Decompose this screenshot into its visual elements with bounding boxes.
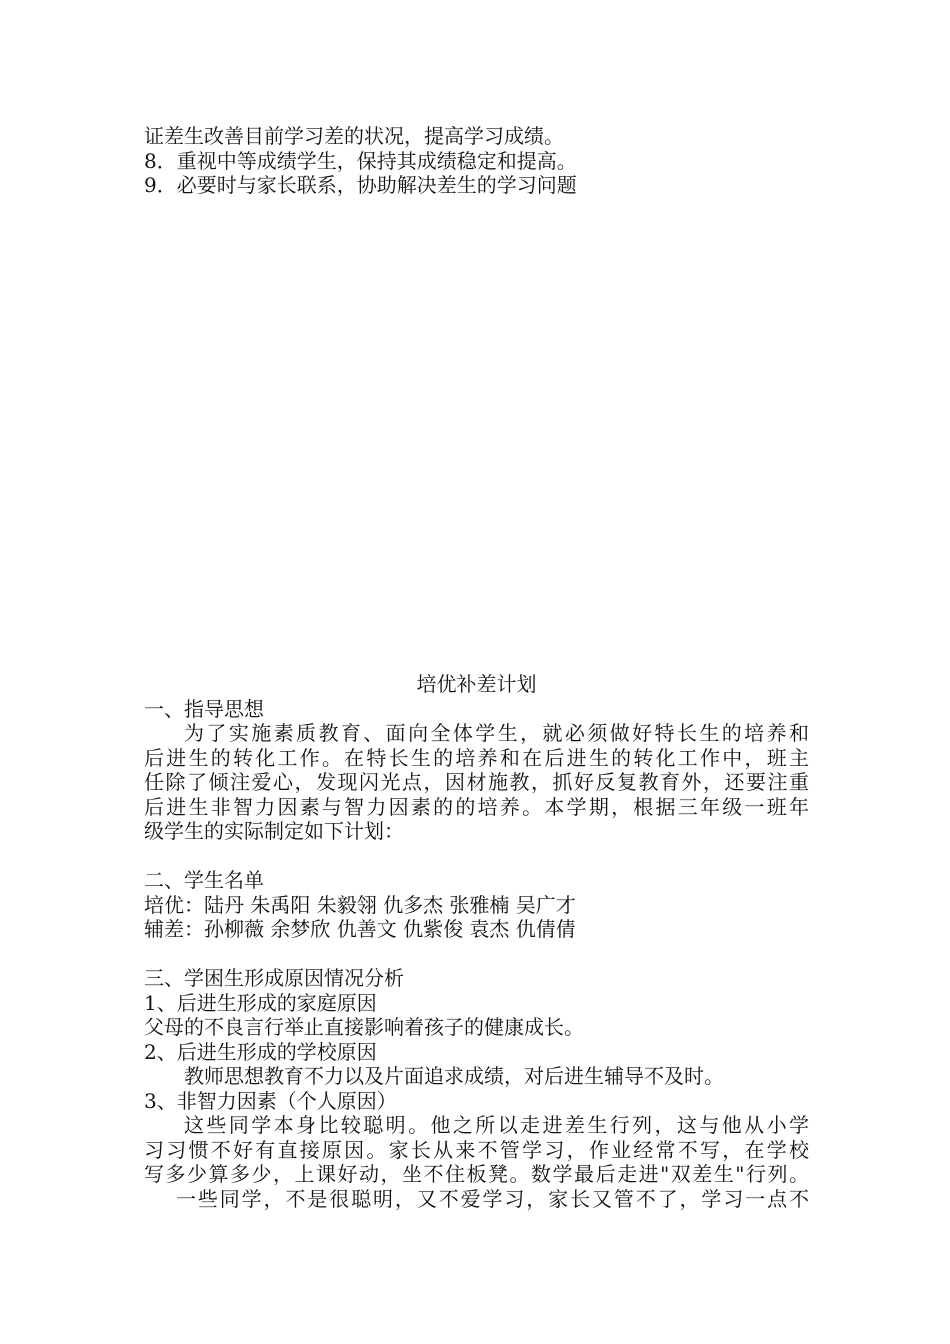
blank-line <box>144 942 809 967</box>
support-students-list: 辅差：孙柳薇 余梦欣 仇善文 仇紫俊 袁杰 仇倩倩 <box>144 917 576 941</box>
paragraph-line: 这些同学本身比较聪明。他之所以走进差生行列，这与他从小学 <box>184 1113 809 1137</box>
section-heading-guiding-thought: 一、指导思想 <box>144 696 264 721</box>
section-heading-cause-analysis: 三、学困生形成原因情况分析 <box>144 966 404 990</box>
plan-section <box>144 672 809 1211</box>
paragraph-line: 后进生的转化工作。在特长生的培养和在后进生的转化工作中，班主 <box>144 745 809 770</box>
document-title: 培优补差计划 <box>416 672 537 696</box>
continuation-line: 证差生改善目前学习差的状况，提高学习成绩。 <box>144 124 564 148</box>
top-students-list: 培优：陆丹 朱禹阳 朱毅翎 仇多杰 张雅楠 吴广才 <box>144 892 576 917</box>
subheading-school-cause: 2、后进生形成的学校原因 <box>144 1039 377 1064</box>
subheading-family-cause: 1、后进生形成的家庭原因 <box>144 990 377 1015</box>
list-item-9: 9．必要时与家长联系，协助解决差生的学习问题 <box>144 173 577 197</box>
paragraph-line: 写多少算多少，上课好动，坐不住板凳。数学最后走进"双差生"行列。 <box>144 1162 809 1186</box>
paragraph-line: 后进生非智力因素与智力因素的的培养。本学期，根据三年级一班年 <box>144 794 809 819</box>
list-item-8: 8．重视中等成绩学生，保持其成绩稳定和提高。 <box>144 148 577 173</box>
subheading-personal-cause: 3、非智力因素（个人原因） <box>144 1088 397 1113</box>
school-cause-text: 教师思想教育不力以及片面追求成绩，对后进生辅导不及时。 <box>184 1064 724 1088</box>
family-cause-text: 父母的不良言行举止直接影响着孩子的健康成长。 <box>144 1015 584 1039</box>
blank-line <box>144 844 809 869</box>
paragraph-line: 习习惯不好有直接原因。家长从来不管学习，作业经常不写，在学校 <box>144 1137 809 1162</box>
section-heading-student-list: 二、学生名单 <box>144 868 264 892</box>
paragraph-line: 为了实施素质教育、面向全体学生，就必须做好特长生的培养和 <box>184 721 809 745</box>
paragraph-line: 级学生的实际制定如下计划： <box>144 819 404 843</box>
paragraph-line: 任除了倾注爱心，发现闪光点，因材施教，抓好反复教育外，还要注重 <box>144 770 809 794</box>
paragraph-line: 一些同学，不是很聪明，又不爱学习，家长又管不了，学习一点不 <box>176 1186 809 1211</box>
previous-page-continuation <box>144 124 809 198</box>
